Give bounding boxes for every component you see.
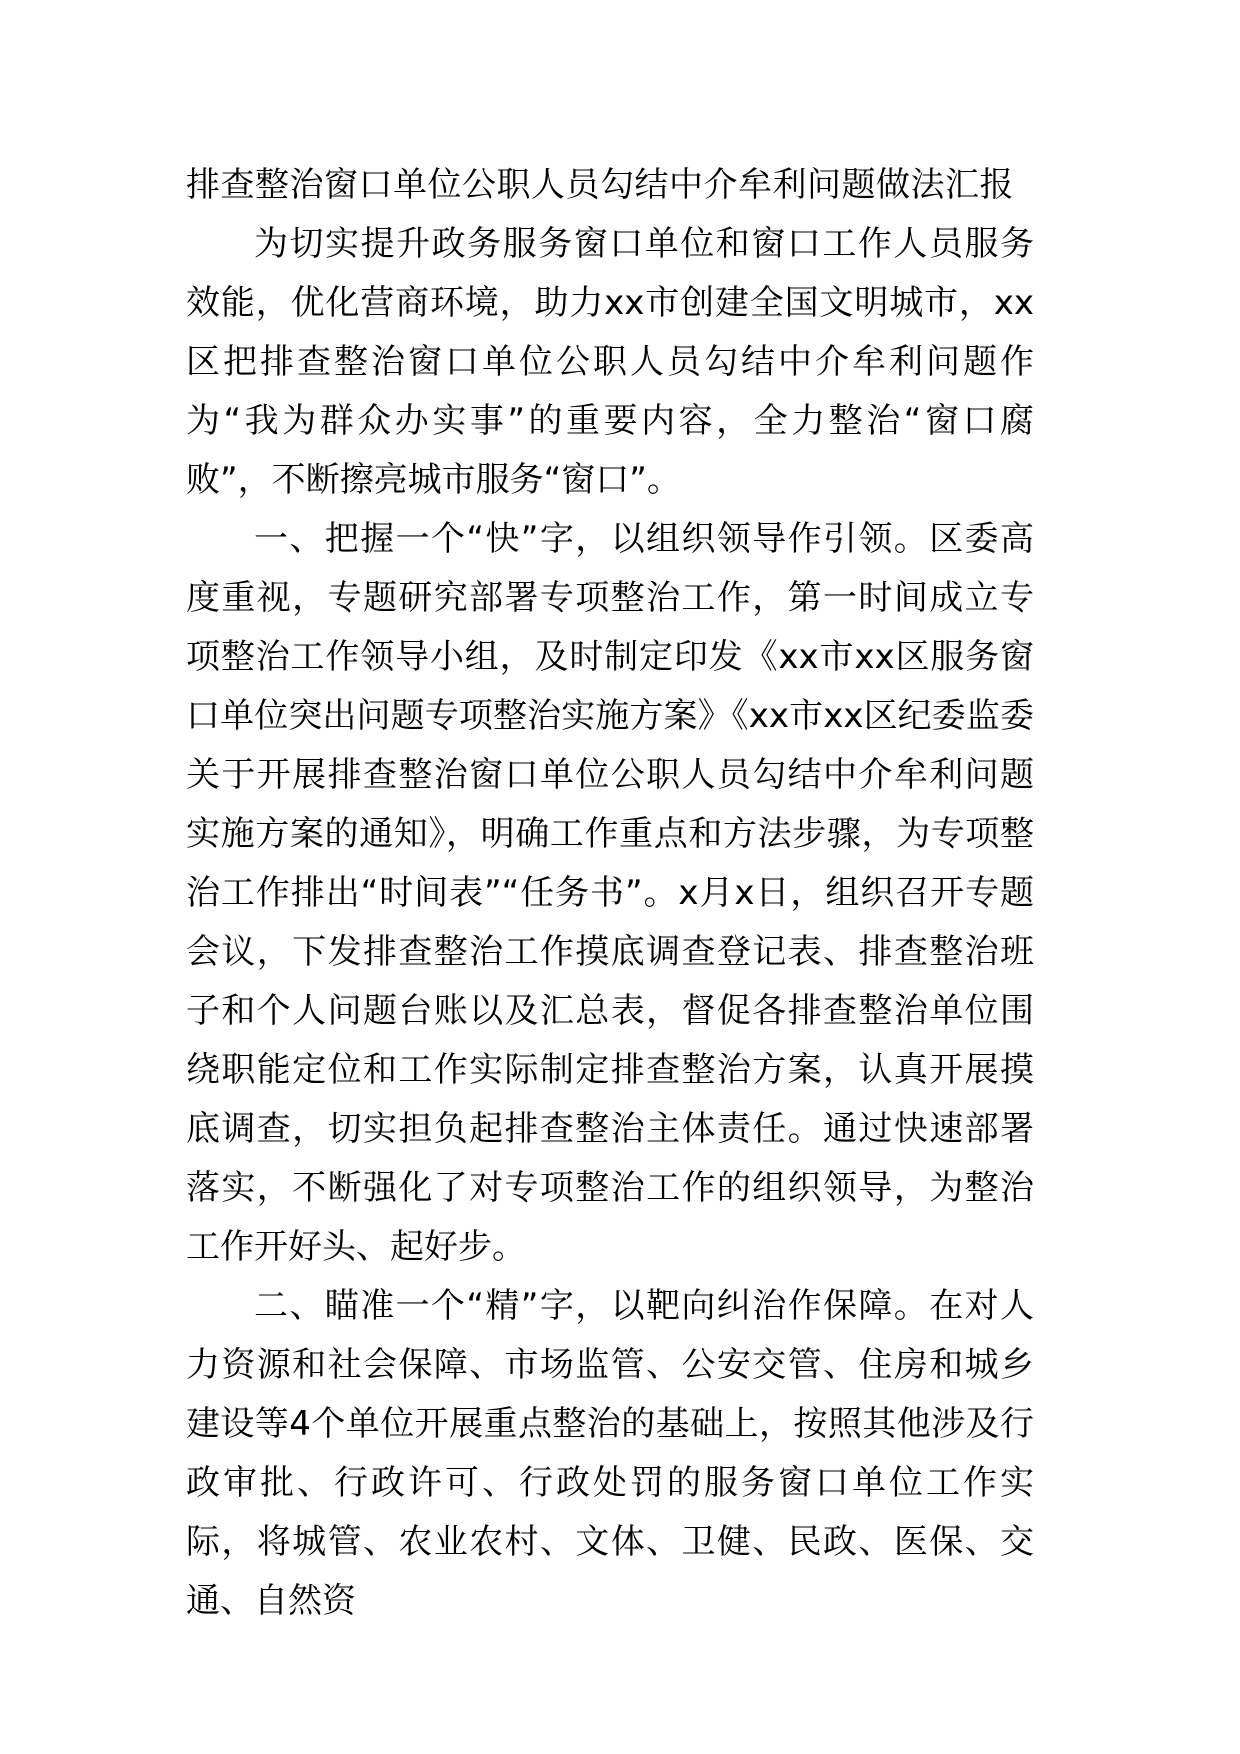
document-title: 排查整治窗口单位公职人员勾结中介牟利问题做法汇报 — [186, 165, 1014, 205]
document-body — [186, 156, 1034, 1631]
paragraph-intro: 为切实提升政务服务窗口单位和窗口工作人员服务效能，优化营商环境，助力xx市创建全国文明城市，xx区把排查整治窗口单位公职人员勾结中介牟利问题作为“我为群众办实事”的重要内容，全力整治“窗口腐败”，不断擦亮城市服务“窗口”。 — [186, 224, 1034, 500]
paragraph-section-two: 二、瞄准一个“精”字，以靶向纠治作保障。在对人力资源和社会保障、市场监管、公安交管、住房和城乡建设等4个单位开展重点整治的基础上，按照其他涉及行政审批、行政许可、行政处罚的服务窗口单位工作实际，将城管、农业农村、文体、卫健、民政、医保、交通、自然资 — [186, 1286, 1034, 1621]
paragraph-section-one: 一、把握一个“快”字，以组织领导作引领。区委高度重视，专题研究部署专项整治工作，第一时间成立专项整治工作领导小组，及时制定印发《xx市xx区服务窗口单位突出问题专项整治实施方案》《xx市xx区纪委监委关于开展排查整治窗口单位公职人员勾结中介牟利问题实施方案的通知》，明确工作重点和方法步骤，为专项整治工作排出“时间表”“任务书”。x月x日，组织召开专题会议，下发排查整治工作摸底调查登记表、排查整治班子和个人问题台账以及汇总表，督促各排查整治单位围绕职能定位和工作实际制定排查整治方案，认真开展摸底调查，切实担负起排查整治主体责任。通过快速部署落实，不断强化了对专项整治工作的组织领导，为整治工作开好头、起好步。 — [186, 519, 1034, 1267]
